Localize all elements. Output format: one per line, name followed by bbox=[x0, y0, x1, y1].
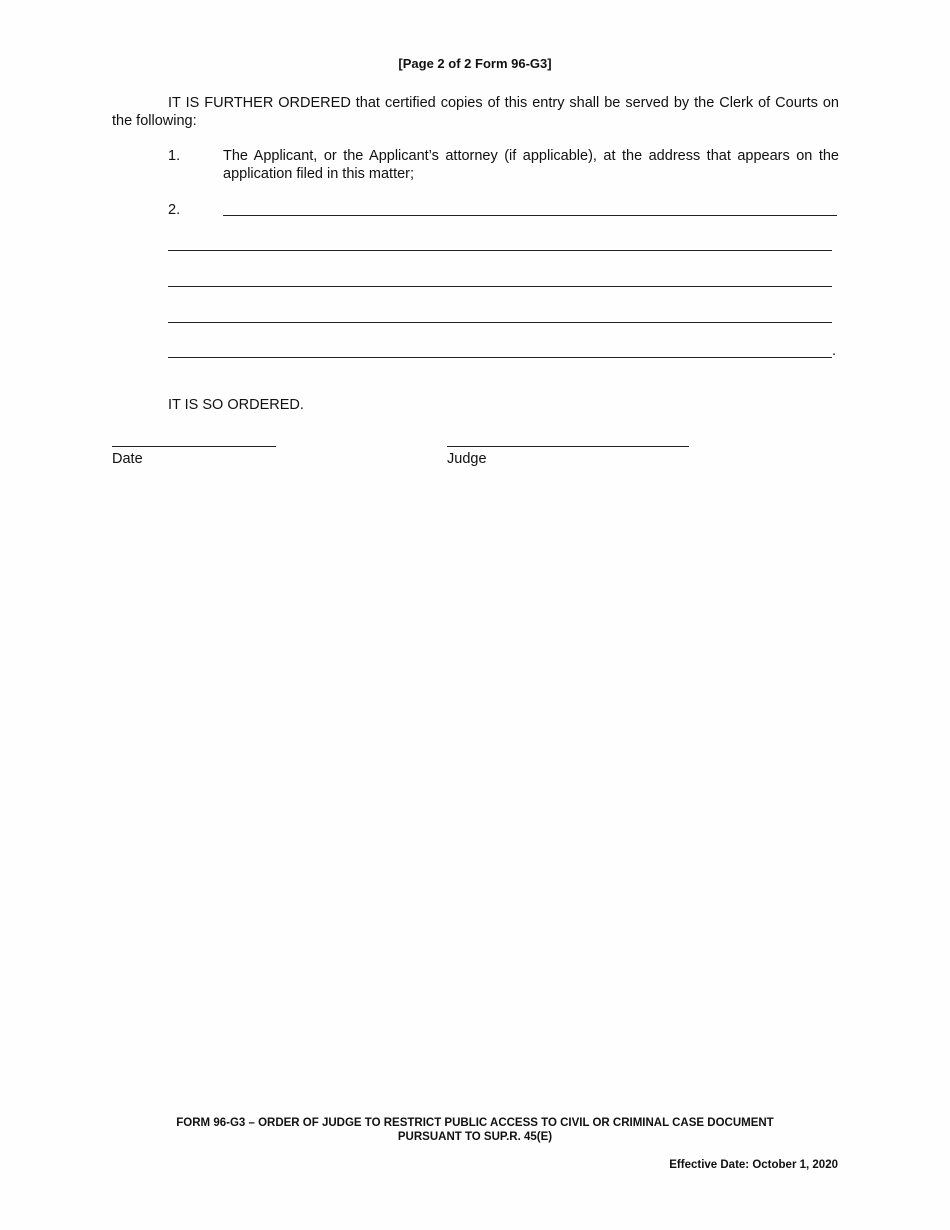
blank-line[interactable] bbox=[168, 286, 832, 287]
page-header: [Page 2 of 2 Form 96-G3] bbox=[398, 56, 552, 71]
form-title bbox=[0, 1116, 950, 1144]
date-signature-line[interactable] bbox=[112, 446, 276, 447]
item-number: 1. bbox=[168, 148, 181, 164]
closing-period: . bbox=[832, 343, 837, 359]
further-ordered-text: IT IS FURTHER ORDERED that certified copies of this entry shall be served by the Clerk of Courts on the following: bbox=[112, 95, 839, 129]
item-text: The Applicant, or the Applicant’s attorney (if applicable), at the address that appears on the application filed in this matter; bbox=[223, 148, 839, 182]
date-label: Date bbox=[112, 451, 143, 467]
judge-signature-line[interactable] bbox=[447, 446, 689, 447]
further-ordered-paragraph bbox=[112, 94, 839, 130]
blank-line[interactable] bbox=[168, 250, 832, 251]
blank-line[interactable] bbox=[168, 357, 832, 358]
so-ordered-text: IT IS SO ORDERED. bbox=[168, 397, 304, 413]
service-item-1 bbox=[168, 147, 839, 183]
blank-line-item-2[interactable] bbox=[223, 215, 837, 216]
form-title-line-1: FORM 96-G3 – ORDER OF JUDGE TO RESTRICT PUBLIC ACCESS TO CIVIL OR CRIMINAL CASE DOCUMENT bbox=[176, 1117, 774, 1129]
service-item-2 bbox=[168, 201, 839, 219]
blank-line[interactable] bbox=[168, 322, 832, 323]
form-title-line-2: PURSUANT TO SUP.R. 45(E) bbox=[397, 1131, 553, 1143]
effective-date: Effective Date: October 1, 2020 bbox=[669, 1159, 838, 1171]
judge-label: Judge bbox=[447, 451, 487, 467]
item-number: 2. bbox=[168, 202, 181, 218]
